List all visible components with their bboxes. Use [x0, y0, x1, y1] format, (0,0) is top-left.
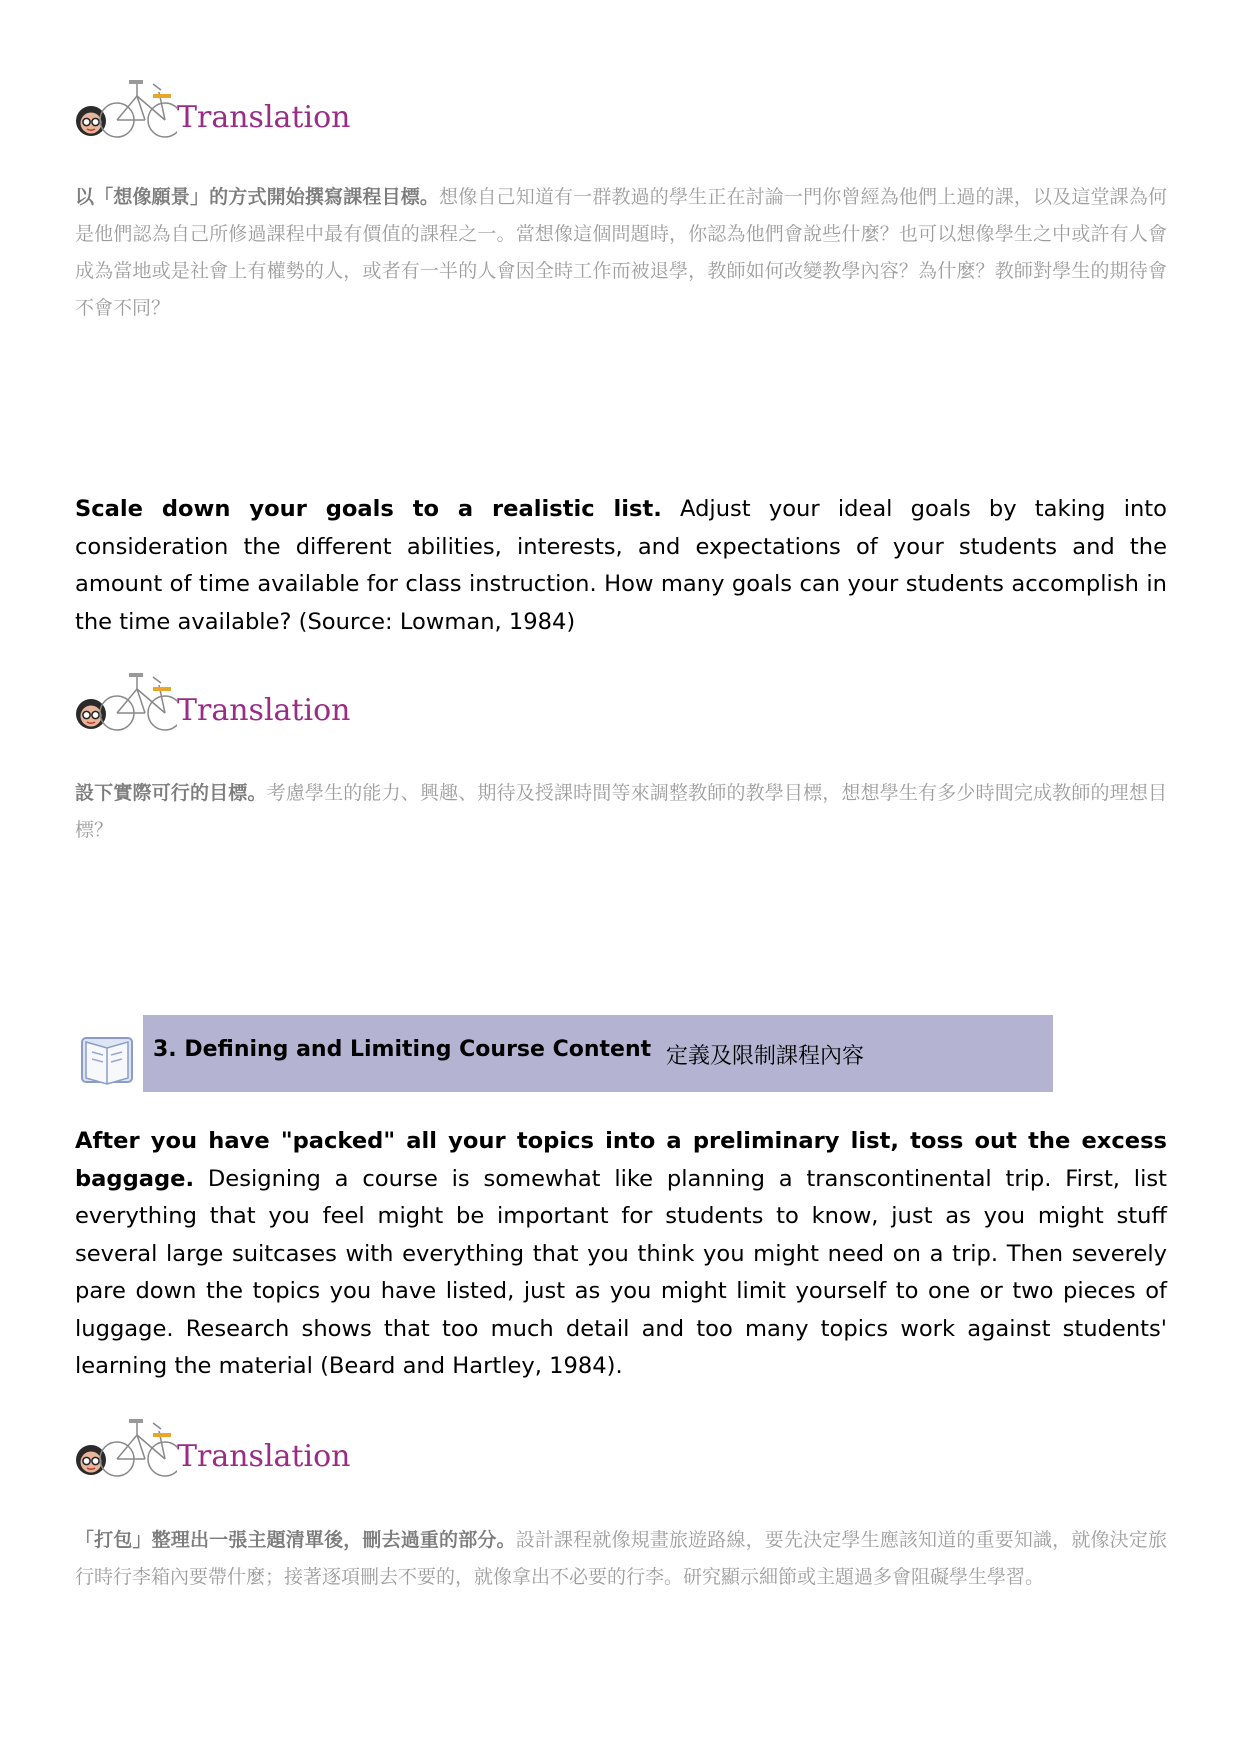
translation-body: 設計課程就像規畫旅遊路線，要先決定學生應該知道的重要知識，就像決定旅行時行李箱內要帶什麼；接著逐項刪去不要的，就像拿出不必要的行李。研究顯示細節或主題過多會阻礙學生學習。 [75, 1529, 1167, 1588]
paragraph-lead: Scale down your goals to a realistic list. [75, 496, 662, 522]
translation-label: Translation [177, 1439, 351, 1474]
translation-body: 想像自己知道有一群教過的學生正在討論一門你曾經為他們上過的課，以及這堂課為何是他們認為自己所修過課程中最有價值的課程之一。當想像這個問題時，你認為他們會說些什麼？也可以想像學生之中或許有人會成為當地或是社會上有權勢的人，或者有一半的人會因全時工作而被退學，教師如何改變教學內容？為什麼？教師對學生的期待會不會不同？ [75, 186, 1167, 319]
translation-lead: 「打包」整理出一張主題清單後，刪去過重的部分。 [75, 1529, 516, 1551]
paragraph-body: Adjust your ideal goals by taking into consideration the different abilities, interests, and expectations of your students and the amount of time available for class instruction. How many goals can your students accomplish in the time available? (Source: Lowman, 1984) [75, 496, 1167, 635]
bicycle-avatar-icon [73, 74, 177, 146]
bicycle-avatar-icon [73, 667, 177, 739]
translation-banner [73, 667, 351, 739]
paragraph-lead: After you have "packed" all your topics into a preliminary list, toss out the excess baggage. [75, 1128, 1167, 1192]
section-title: 3. Defining and Limiting Course Content [153, 1037, 652, 1062]
translation-paragraph-1 [75, 179, 1167, 327]
section-title-zh: 定義及限制課程內容 [666, 1044, 865, 1069]
paragraph-scale-down-goals [75, 491, 1167, 641]
translation-banner [73, 74, 351, 146]
bicycle-avatar-icon [73, 1413, 177, 1485]
translation-lead: 設下實際可行的目標。 [75, 782, 267, 804]
book-icon [78, 1030, 136, 1088]
translation-label: Translation [177, 100, 351, 135]
translation-paragraph-3 [75, 1522, 1167, 1596]
translation-label: Translation [177, 693, 351, 728]
translation-paragraph-2 [75, 775, 1167, 849]
paragraph-body: Designing a course is somewhat like planning a transcontinental trip. First, list everything that you feel might be important for students to know, just as you might stuff several large suitcases with everything that you think you might need on a trip. Then severely pare down the topics you have listed, just as you might limit yourself to one or two pieces of luggage. Research shows that too much detail and too many topics work against students' learning the material (Beard and Hartley, 1984). [75, 1165, 1167, 1379]
translation-body: 考慮學生的能力、興趣、期待及授課時間等來調整教師的教學目標，想想學生有多少時間完成教師的理想目標？ [75, 782, 1167, 841]
section-header [143, 1015, 1053, 1092]
translation-lead: 以「想像願景」的方式開始撰寫課程目標。 [75, 186, 440, 208]
translation-banner [73, 1413, 351, 1485]
paragraph-packed-topics [75, 1123, 1167, 1386]
